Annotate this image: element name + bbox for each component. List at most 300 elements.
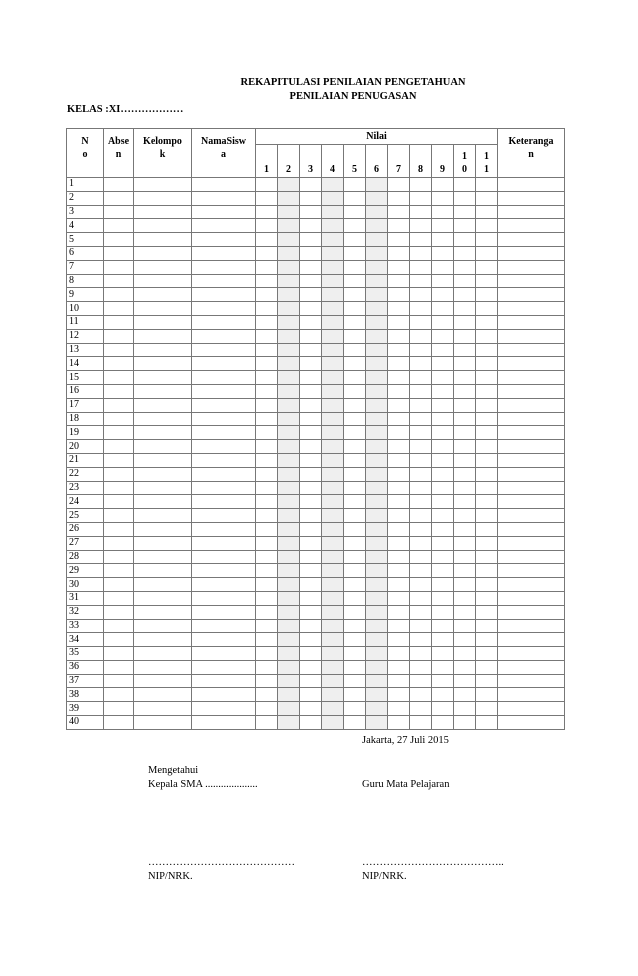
nilai-cell [410,453,432,467]
nilai-cell [322,564,344,578]
nilai-cell [476,716,498,730]
nilai-cell [388,619,410,633]
nilai-cell [278,660,300,674]
nilai-cell [476,536,498,550]
nilai-cell [300,288,322,302]
nilai-cell [322,219,344,233]
nilai-cell [278,591,300,605]
nilai-cell [366,426,388,440]
nilai-cell [322,412,344,426]
nilai-cell [454,605,476,619]
nilai-cell [322,453,344,467]
absen-cell [104,343,134,357]
row-number: 31 [67,591,104,605]
absen-cell [104,647,134,661]
signature-date: Jakarta, 27 Juli 2015 [362,735,449,746]
table-row [67,384,565,398]
nilai-cell [256,260,278,274]
header-kelompok: Kelompo k [134,129,192,178]
nilai-cell [388,716,410,730]
nilai-cell [322,426,344,440]
nilai-cell [432,495,454,509]
nilai-cell [278,384,300,398]
nilai-cell [388,274,410,288]
nilai-cell [476,674,498,688]
nilai-cell [300,495,322,509]
nilai-cell [410,702,432,716]
nilai-cell [366,660,388,674]
nilai-cell [366,674,388,688]
nilai-cell [278,329,300,343]
nilai-cell [256,716,278,730]
nilai-cell [322,660,344,674]
nilai-cell [300,329,322,343]
nilai-cell [432,233,454,247]
nilai-cell [366,619,388,633]
absen-cell [104,550,134,564]
nilai-cell [454,219,476,233]
nama-cell [192,426,256,440]
keterangan-cell [498,371,565,385]
nilai-cell [300,522,322,536]
nilai-cell [366,343,388,357]
nama-cell [192,288,256,302]
nilai-cell [454,426,476,440]
kelompok-cell [134,274,192,288]
nilai-cell [366,371,388,385]
header-absen: Abse n [104,129,134,178]
absen-cell [104,674,134,688]
nilai-cell [476,205,498,219]
nilai-cell [278,178,300,192]
nilai-cell [410,329,432,343]
nilai-cell [322,205,344,219]
nilai-cell [454,578,476,592]
nilai-cell [454,647,476,661]
header-nilai-col: 5 [344,144,366,177]
keterangan-cell [498,315,565,329]
row-number: 10 [67,302,104,316]
page-subtitle: PENILAIAN PENUGASAN [289,91,417,102]
nilai-cell [476,233,498,247]
nilai-cell [366,288,388,302]
nilai-cell [366,605,388,619]
nilai-cell [256,536,278,550]
row-number: 9 [67,288,104,302]
nilai-cell [344,605,366,619]
nilai-cell [256,219,278,233]
keterangan-cell [498,522,565,536]
header-nilai-col: 8 [410,144,432,177]
nama-cell [192,578,256,592]
table-row [67,329,565,343]
table-row [67,509,565,523]
nilai-cell [388,315,410,329]
keterangan-cell [498,591,565,605]
nama-cell [192,702,256,716]
row-number: 19 [67,426,104,440]
absen-cell [104,302,134,316]
nilai-cell [278,619,300,633]
keterangan-cell [498,219,565,233]
nilai-cell [388,343,410,357]
table-row [67,550,565,564]
absen-cell [104,246,134,260]
nilai-cell [410,233,432,247]
nilai-cell [344,564,366,578]
kelompok-cell [134,688,192,702]
nilai-cell [278,509,300,523]
nilai-cell [256,605,278,619]
nama-cell [192,605,256,619]
absen-cell [104,178,134,192]
kelompok-cell [134,233,192,247]
nama-cell [192,260,256,274]
nilai-cell [410,495,432,509]
nilai-cell [278,453,300,467]
keterangan-cell [498,357,565,371]
row-number: 6 [67,246,104,260]
absen-cell [104,219,134,233]
nilai-cell [410,357,432,371]
nilai-cell [476,591,498,605]
nilai-cell [256,233,278,247]
nilai-cell [388,426,410,440]
nilai-cell [366,357,388,371]
nilai-cell [366,564,388,578]
nilai-cell [366,274,388,288]
nilai-cell [300,647,322,661]
nilai-cell [256,674,278,688]
nama-cell [192,178,256,192]
nilai-cell [300,550,322,564]
nilai-cell [476,246,498,260]
header-nilai-col: 6 [366,144,388,177]
header-nilai-col: 1 0 [454,144,476,177]
nilai-cell [388,522,410,536]
nilai-cell [322,633,344,647]
nilai-cell [410,564,432,578]
nilai-cell [300,453,322,467]
nilai-cell [366,688,388,702]
nilai-cell [388,371,410,385]
nilai-cell [388,605,410,619]
nama-cell [192,274,256,288]
nilai-cell [256,550,278,564]
kelompok-cell [134,453,192,467]
nilai-cell [410,274,432,288]
nilai-cell [300,357,322,371]
nilai-cell [322,578,344,592]
guru-label: Guru Mata Pelajaran [362,779,450,790]
keterangan-cell [498,329,565,343]
nama-cell [192,633,256,647]
keterangan-cell [498,509,565,523]
nilai-cell [300,688,322,702]
nilai-cell [454,329,476,343]
nilai-cell [344,467,366,481]
absen-cell [104,288,134,302]
row-number: 29 [67,564,104,578]
nilai-cell [388,702,410,716]
absen-cell [104,453,134,467]
nilai-cell [388,467,410,481]
header-nilai-col: 2 [278,144,300,177]
nilai-cell [322,246,344,260]
table-row [67,591,565,605]
row-number: 37 [67,674,104,688]
nilai-cell [388,233,410,247]
nilai-cell [344,522,366,536]
keterangan-cell [498,384,565,398]
row-number: 15 [67,371,104,385]
nilai-cell [366,384,388,398]
keterangan-cell [498,178,565,192]
header-nilai-col: 1 1 [476,144,498,177]
nilai-cell [454,302,476,316]
nilai-cell [454,522,476,536]
nilai-cell [344,426,366,440]
nilai-cell [476,315,498,329]
nama-cell [192,688,256,702]
nilai-cell [410,660,432,674]
nilai-cell [278,246,300,260]
nilai-cell [388,660,410,674]
keterangan-cell [498,426,565,440]
absen-cell [104,191,134,205]
nilai-cell [410,688,432,702]
table-row [67,246,565,260]
kelompok-cell [134,578,192,592]
nilai-cell [300,246,322,260]
nilai-cell [410,536,432,550]
nilai-cell [256,343,278,357]
nilai-cell [344,453,366,467]
nilai-cell [300,398,322,412]
kelompok-cell [134,302,192,316]
table-row [67,288,565,302]
nama-cell [192,233,256,247]
nama-cell [192,357,256,371]
nilai-cell [410,246,432,260]
nilai-cell [432,440,454,454]
nilai-cell [278,205,300,219]
nilai-cell [432,674,454,688]
table-row [67,274,565,288]
nilai-cell [300,191,322,205]
absen-cell [104,716,134,730]
nilai-cell [476,302,498,316]
nilai-cell [432,315,454,329]
nilai-cell [300,605,322,619]
nama-cell [192,550,256,564]
table-row [67,522,565,536]
keterangan-cell [498,481,565,495]
table-row [67,343,565,357]
nilai-cell [322,274,344,288]
nilai-cell [366,481,388,495]
nilai-cell [454,315,476,329]
nilai-cell [322,398,344,412]
nilai-cell [300,564,322,578]
nilai-cell [278,467,300,481]
nilai-cell [454,495,476,509]
table-row [67,371,565,385]
nilai-cell [432,288,454,302]
table-row [67,178,565,192]
nilai-cell [454,550,476,564]
nilai-cell [278,564,300,578]
nilai-cell [410,633,432,647]
kelompok-cell [134,329,192,343]
keterangan-cell [498,233,565,247]
keterangan-cell [498,605,565,619]
header-nilai-col: 9 [432,144,454,177]
nilai-cell [366,591,388,605]
nilai-cell [432,426,454,440]
nilai-cell [278,716,300,730]
absen-cell [104,467,134,481]
nilai-cell [454,371,476,385]
nilai-cell [432,536,454,550]
row-number: 11 [67,315,104,329]
nilai-cell [388,453,410,467]
nilai-cell [410,550,432,564]
table-row [67,233,565,247]
table-row [67,315,565,329]
nilai-cell [278,633,300,647]
kelompok-cell [134,412,192,426]
nilai-cell [366,219,388,233]
kelompok-cell [134,633,192,647]
nilai-cell [256,205,278,219]
nilai-cell [432,178,454,192]
nilai-cell [300,633,322,647]
nilai-cell [476,178,498,192]
nilai-cell [344,660,366,674]
nilai-cell [300,509,322,523]
nilai-cell [344,288,366,302]
nilai-cell [256,274,278,288]
nilai-cell [256,329,278,343]
nilai-cell [278,260,300,274]
row-number: 20 [67,440,104,454]
nilai-cell [454,564,476,578]
table-row [67,205,565,219]
nilai-cell [476,702,498,716]
absen-cell [104,578,134,592]
nilai-cell [410,315,432,329]
row-number: 1 [67,178,104,192]
absen-cell [104,440,134,454]
nilai-cell [432,481,454,495]
nilai-cell [344,219,366,233]
nilai-cell [432,274,454,288]
nilai-cell [388,260,410,274]
row-number: 13 [67,343,104,357]
nilai-cell [344,591,366,605]
nilai-cell [454,205,476,219]
header-nilai-col: 1 [256,144,278,177]
nama-cell [192,246,256,260]
row-number: 8 [67,274,104,288]
nama-cell [192,619,256,633]
nilai-cell [344,302,366,316]
nilai-cell [256,191,278,205]
row-number: 21 [67,453,104,467]
nilai-cell [454,633,476,647]
signature-line-right: ………………………………….. [362,857,504,868]
keterangan-cell [498,246,565,260]
kelompok-cell [134,343,192,357]
nilai-cell [410,522,432,536]
nilai-cell [388,647,410,661]
kelompok-cell [134,716,192,730]
nilai-cell [300,578,322,592]
nilai-cell [322,191,344,205]
nilai-cell [278,440,300,454]
nilai-cell [344,495,366,509]
nilai-cell [454,674,476,688]
nilai-cell [256,412,278,426]
nama-cell [192,660,256,674]
nilai-cell [278,191,300,205]
keterangan-cell [498,716,565,730]
row-number: 16 [67,384,104,398]
nilai-cell [388,219,410,233]
row-number: 12 [67,329,104,343]
nama-cell [192,440,256,454]
nilai-cell [256,509,278,523]
row-number: 4 [67,219,104,233]
row-number: 35 [67,647,104,661]
nilai-cell [454,233,476,247]
nilai-cell [410,509,432,523]
nilai-cell [366,702,388,716]
table-row [67,564,565,578]
row-number: 24 [67,495,104,509]
absen-cell [104,357,134,371]
nilai-cell [322,647,344,661]
nilai-cell [388,688,410,702]
nilai-cell [256,495,278,509]
absen-cell [104,481,134,495]
nilai-cell [454,357,476,371]
nilai-cell [366,205,388,219]
nama-cell [192,412,256,426]
nip-left: NIP/NRK. [148,871,193,882]
nilai-cell [256,467,278,481]
nilai-cell [278,605,300,619]
row-number: 17 [67,398,104,412]
nilai-cell [410,371,432,385]
nilai-cell [432,371,454,385]
nilai-cell [410,440,432,454]
row-number: 39 [67,702,104,716]
kelompok-cell [134,702,192,716]
nilai-cell [410,205,432,219]
nilai-cell [256,288,278,302]
nilai-cell [344,536,366,550]
nilai-cell [256,246,278,260]
nilai-cell [410,219,432,233]
nilai-cell [476,522,498,536]
kelompok-cell [134,398,192,412]
nilai-cell [300,702,322,716]
nama-cell [192,384,256,398]
nilai-cell [476,371,498,385]
keterangan-cell [498,260,565,274]
